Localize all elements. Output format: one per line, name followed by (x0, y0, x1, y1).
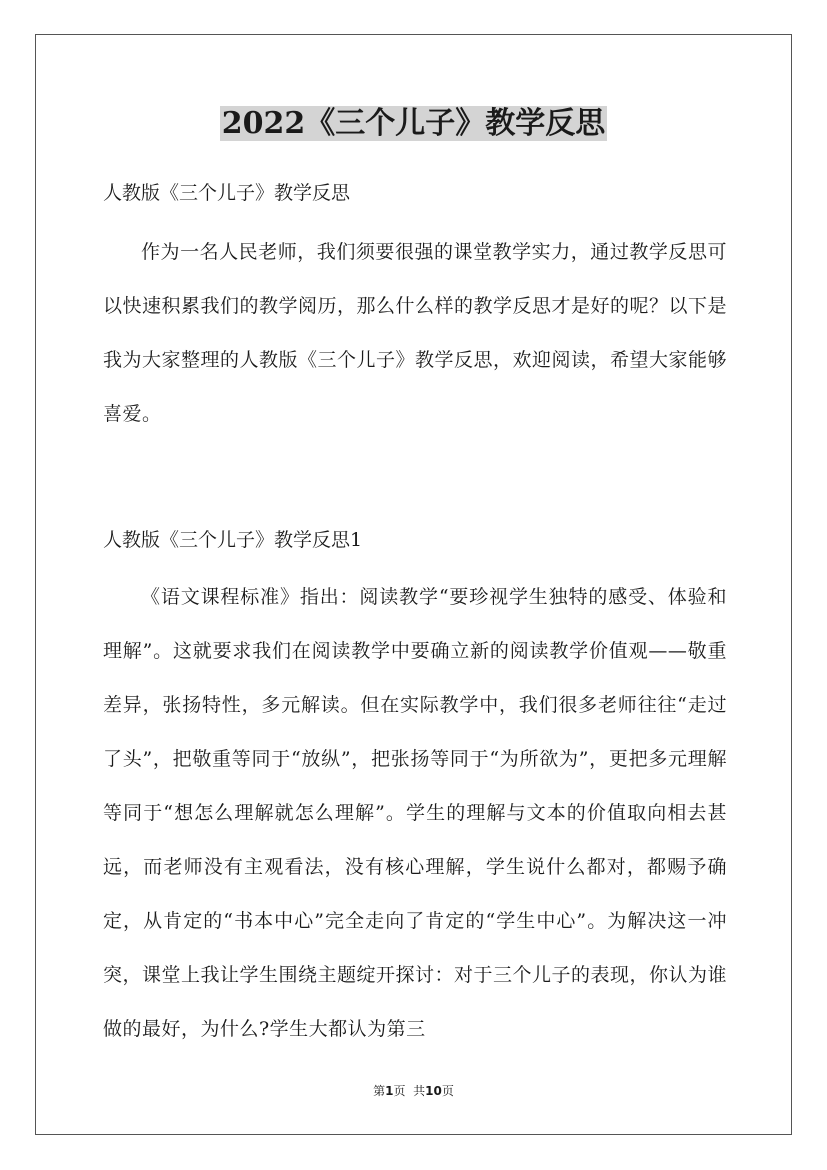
page-prefix: 第 (373, 1084, 386, 1098)
section-1-paragraph: 《语文课程标准》指出：阅读教学“要珍视学生独特的感受、体验和理解”。这就要求我们在阅读教学中要确立新的阅读教学价值观——敬重差异，张扬特性，多元解读。但在实际教学中，我们很多老师往往“走过了头”，把敬重等同于“放纵”，把张扬等同于“为所欲为”，更把多元理解等同于“想怎么理解就怎么理解”。学生的理解与文本的价值取向相去甚远，而老师没有主观看法，没有核心理解，学生说什么都对，都赐予确定，从肯定的“书本中心”完全走向了肯定的“学生中心”。为解决这一冲突，课堂上我让学生围绕主题绽开探讨：对于三个儿子的表现，你认为谁做的最好，为什么?学生大都认为第三 (103, 586, 728, 1040)
page-suffix: 页 (393, 1084, 406, 1098)
intro-paragraph: 作为一名人民老师，我们须要很强的课堂教学实力，通过教学反思可以快速积累我们的教学阅历，那么什么样的教学反思才是好的呢？以下是我为大家整理的人教版《三个儿子》教学反思，欢迎阅读，希望大家能够喜爱。 (103, 241, 728, 425)
document-body (103, 175, 727, 1056)
document-title-text: 2022《三个儿子》教学反思 (221, 106, 606, 141)
page-footer (0, 1083, 827, 1099)
section-heading: 人教版《三个儿子》教学反思 (103, 182, 351, 204)
total-prefix: 共 (413, 1084, 426, 1098)
total-suffix: 页 (441, 1084, 454, 1098)
page-number: 1 (385, 1084, 394, 1098)
total-pages: 10 (425, 1084, 442, 1098)
document-title (0, 104, 827, 144)
section-1-heading: 人教版《三个儿子》教学反思1 (103, 529, 363, 551)
